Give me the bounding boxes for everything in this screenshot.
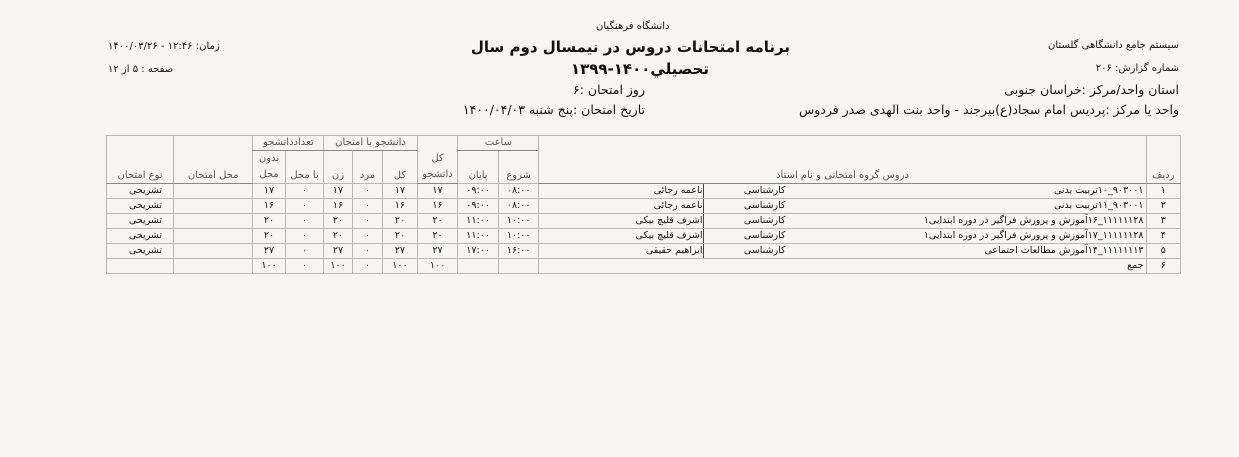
page-indicator: صفحه : ۵ از ۱۲ [108,64,174,75]
row-number: ۴ [1146,229,1181,244]
col-start: شروع [498,151,539,184]
col-exam-place: محل امتحان [174,136,253,184]
course-cell [539,244,1146,259]
female-count: ۲۰ [324,229,352,244]
exam-place [174,184,253,199]
table-row [107,199,1181,214]
without-place-count: ۲۰ [253,214,285,229]
course-name: ۱۱۱۱۱۱۱۳_۱۴آموزش مطالعات اجتماعی [984,245,1144,256]
exam-place [174,244,253,259]
empty-cell [174,259,253,274]
table-row [107,214,1181,229]
female-count: ۲۷ [324,244,352,259]
male-count: ۰ [352,214,382,229]
course-field: کارشناسی [743,185,786,196]
course-cell [539,229,1146,244]
exam-type: تشریحی [107,244,174,259]
with-place-count: ۰ [285,199,324,214]
course-cell [539,214,1146,229]
empty-cell [458,259,499,274]
province: استان واحد/مرکز :خراسان جنوبی [1004,82,1179,97]
col-female: زن [324,151,352,184]
exam-type: تشریحی [107,214,174,229]
col-total: کل [383,151,418,184]
exam-place [174,199,253,214]
course-cell [539,184,1146,199]
start-time: ۰۸:۰۰ [498,199,539,214]
teacher-name: اشرف قلیچ بیکی [635,230,703,241]
col-without-place: بدون محل [253,151,285,184]
report-time: زمان: ۱۲:۴۶ - ۱۴۰۰/۰۳/۲۶ [108,41,220,52]
empty-cell [498,259,539,274]
total-with-exam: ۲۰ [383,229,418,244]
total-students: ۱۷ [417,184,458,199]
row-number: ۲ [1146,199,1181,214]
male-count: ۰ [352,199,382,214]
exam-date: تاریخ امتحان :پنج شنبه ۱۴۰۰/۰۴/۰۳ [462,102,645,117]
end-time: ۰۹:۰۰ [458,199,499,214]
course-name: ۱۱۱۱۱۱۲۸_۱۷آموزش و پرورش فراگیر در دوره ابتدایی۱ [923,230,1144,241]
exam-place [174,214,253,229]
col-male: مرد [352,151,382,184]
sum-label: جمع [539,259,1146,274]
row-number: ۶ [1146,259,1181,274]
col-time-group: ساعت [458,136,539,151]
row-number: ۵ [1146,244,1181,259]
empty-cell [107,259,174,274]
total-with-exam: ۱۷ [383,184,418,199]
total-with-exam: ۲۰ [383,214,418,229]
system-name: سیستم جامع دانشگاهی گلستان [1048,40,1179,51]
end-time: ۱۱:۰۰ [458,229,499,244]
with-place-count: ۰ [285,214,324,229]
course-name: ۱۱۱۱۱۱۲۸_۱۶آموزش و پرورش فراگیر در دوره ابتدایی۱ [923,215,1144,226]
with-place-count: ۰ [285,244,324,259]
start-time: ۰۸:۰۰ [498,184,539,199]
course-field: کارشناسی [743,230,786,241]
exam-day: روز امتحان :۶ [573,82,645,97]
exam-schedule-table [106,135,1181,274]
col-course: دروس گروه امتحانی و نام استاد [539,136,1146,184]
row-number: ۳ [1146,214,1181,229]
col-total-students: کل دانشجو [417,136,458,184]
course-name: ۹۰۳۰۰۱_۱۰تربیت بدنی [1053,185,1144,196]
teacher-name: ناعمه رجائی [653,200,703,211]
female-count: ۱۷ [324,184,352,199]
col-row-number: ردیف [1146,136,1181,184]
female-count: ۱۶ [324,199,352,214]
col-with-place: با محل [285,151,324,184]
end-time: ۰۹:۰۰ [458,184,499,199]
col-students-with-exam: دانشجو با امتحان [324,136,417,151]
sum-without-place: ۱۰۰ [253,259,285,274]
with-place-count: ۰ [285,229,324,244]
sum-male: ۰ [352,259,382,274]
col-end: پایان [458,151,499,184]
table-row [107,184,1181,199]
teacher-name: ابراهیم حقیقی [645,245,703,256]
table-row [107,244,1181,259]
course-cell [539,199,1146,214]
with-place-count: ۰ [285,184,324,199]
sum-total-students: ۱۰۰ [417,259,458,274]
end-time: ۱۱:۰۰ [458,214,499,229]
exam-place [174,229,253,244]
university-name: دانشگاه فرهنگیان [596,21,670,32]
start-time: ۱۰:۰۰ [498,229,539,244]
total-with-exam: ۱۶ [383,199,418,214]
female-count: ۲۰ [324,214,352,229]
total-with-exam: ۲۷ [383,244,418,259]
start-time: ۱۰:۰۰ [498,214,539,229]
exam-type: تشریحی [107,199,174,214]
table-row [107,229,1181,244]
total-students: ۱۶ [417,199,458,214]
total-students: ۲۷ [417,244,458,259]
teacher-name: اشرف قلیچ بیکی [635,215,703,226]
start-time: ۱۶:۰۰ [498,244,539,259]
course-field: کارشناسی [743,245,786,256]
teacher-name: ناعمه رجائی [653,185,703,196]
without-place-count: ۲۰ [253,229,285,244]
total-students: ۲۰ [417,229,458,244]
sum-total: ۱۰۰ [383,259,418,274]
col-exam-type: نوع امتحان [107,136,174,184]
sum-with-place: ۰ [285,259,324,274]
sum-row [107,259,1181,274]
row-number: ۱ [1146,184,1181,199]
course-name: ۹۰۳۰۰۱_۱۱تربیت بدنی [1053,200,1144,211]
male-count: ۰ [352,184,382,199]
unit-center: واحد یا مرکز :پردیس امام سجاد(ع)بیرجند - واحد بنت الهدی صدر فردوس [798,102,1179,117]
sum-female: ۱۰۰ [324,259,352,274]
course-field: کارشناسی [743,215,786,226]
total-students: ۲۰ [417,214,458,229]
male-count: ۰ [352,229,382,244]
report-number: شماره گزارش: ۲۰۶ [1095,63,1179,74]
report-title-line1: برنامه امتحانات دروس در نیمسال دوم سال [470,38,790,56]
course-field: کارشناسی [743,200,786,211]
male-count: ۰ [352,244,382,259]
exam-type: تشریحی [107,229,174,244]
report-title-line2: تحصیلي۱۴۰۰-۱۳۹۹ [570,60,710,78]
end-time: ۱۷:۰۰ [458,244,499,259]
without-place-count: ۱۷ [253,184,285,199]
without-place-count: ۱۶ [253,199,285,214]
without-place-count: ۲۷ [253,244,285,259]
exam-type: تشریحی [107,184,174,199]
col-student-count: تعداددانشجو [253,136,324,151]
